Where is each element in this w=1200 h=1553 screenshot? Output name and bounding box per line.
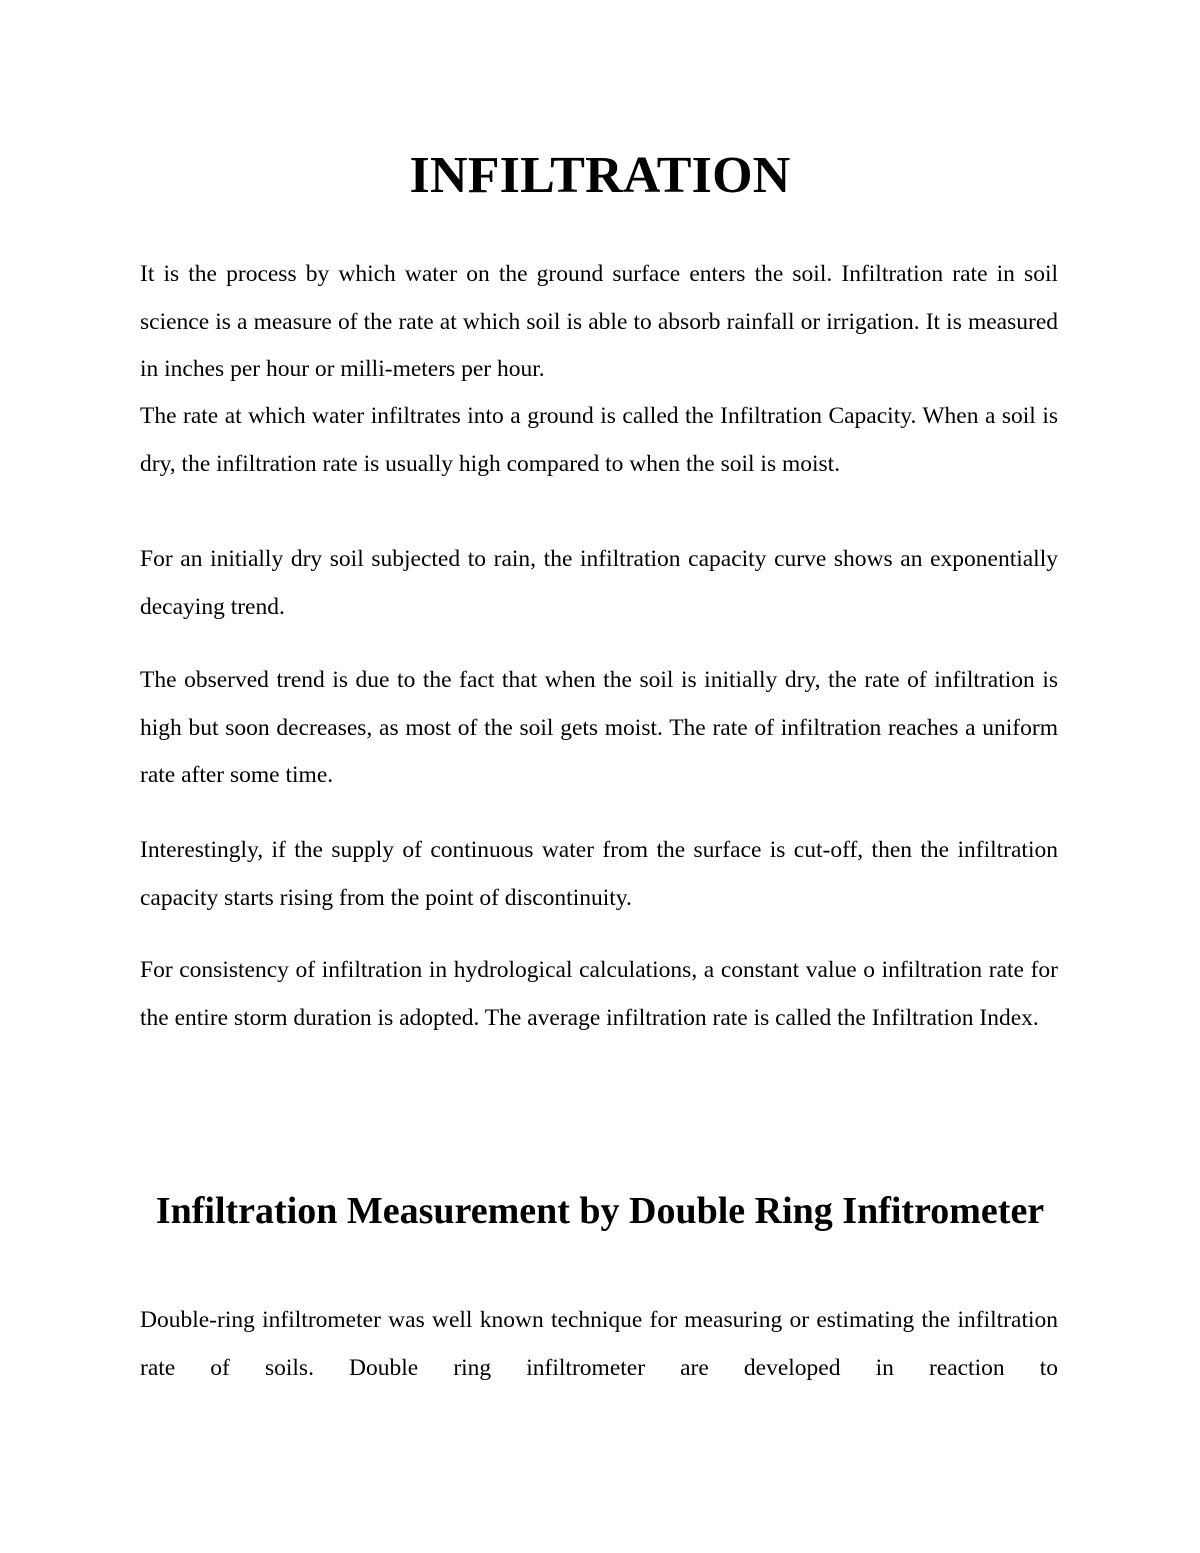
paragraph-definition: It is the process by which water on the ground surface enters the soil. Infiltration rate in soil science is a measure of the rate at which soil is able to absorb rainfall or irrigation. It is measured in inches per hour or milli-meters per hour. bbox=[140, 261, 1058, 382]
paragraph-cut-off: Interestingly, if the supply of continuous water from the surface is cut-off, then the infiltration capacity starts rising from the point of discontinuity. bbox=[140, 837, 1058, 911]
document-title: INFILTRATION bbox=[409, 147, 791, 204]
paragraph-decaying-trend: For an initially dry soil subjected to rain, the infiltration capacity curve shows an exponentially decaying trend. bbox=[140, 546, 1058, 620]
paragraph-double-ring: Double-ring infiltrometer was well known technique for measuring or estimating the infiltration rate of soils. Double ring infiltrometer are developed in reaction to bbox=[140, 1307, 1058, 1381]
paragraph-infiltration-capacity: The rate at which water infiltrates into a ground is called the Infiltration Capacity. When a soil is dry, the infiltration rate is usually high compared to when the soil is moist. bbox=[140, 403, 1058, 477]
paragraph-infiltration-index: For consistency of infiltration in hydrological calculations, a constant value o infiltration rate for the entire storm duration is adopted. The average infiltration rate is called the Infiltration Index. bbox=[140, 957, 1058, 1031]
paragraph-observed-trend: The observed trend is due to the fact that when the soil is initially dry, the rate of infiltration is high but soon decreases, as most of the soil gets moist. The rate of infiltration reaches a uniform rate after some time. bbox=[140, 667, 1058, 788]
section-heading: Infiltration Measurement by Double Ring Infitrometer bbox=[155, 1190, 1045, 1232]
